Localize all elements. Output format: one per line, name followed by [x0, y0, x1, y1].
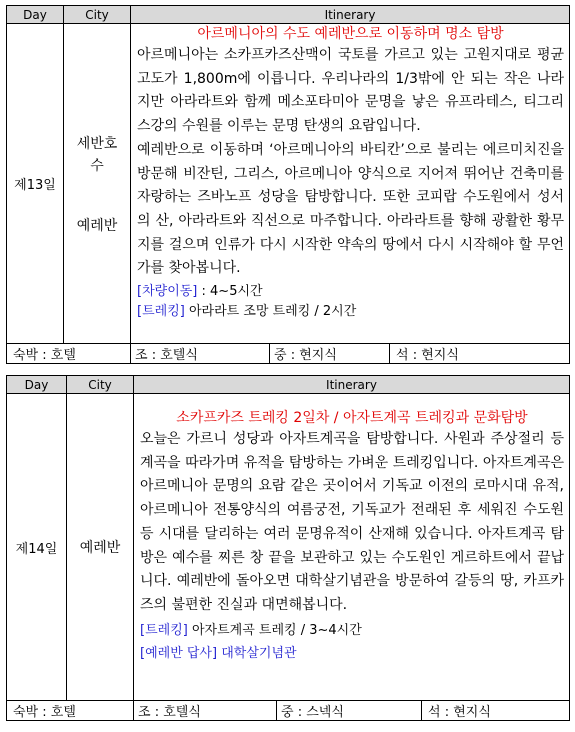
trekking-text: 아라라트 조망 트레킹 / 2시간	[184, 304, 357, 320]
header-city: City	[64, 6, 131, 24]
meal-row	[7, 344, 570, 364]
dinner-cell: 석 : 현지식	[422, 701, 570, 721]
breakfast-cell: 조 : 호텔식	[134, 701, 277, 721]
city-top: 세반호 수	[76, 135, 118, 174]
itinerary-cell	[134, 394, 570, 701]
trekking-tag: [트레킹]	[137, 304, 185, 320]
lunch-cell: 중 : 스넥식	[277, 701, 422, 721]
visit-text: 대학살기념관	[217, 645, 297, 661]
header-city: City	[67, 376, 134, 394]
header-itinerary: Itinerary	[131, 6, 570, 24]
visit-tag: [예레반 답사]	[140, 645, 218, 661]
transport-note	[137, 282, 564, 302]
itinerary-paragraph: 예레반으로 이동하며 ‘아르메니아의 바티칸’으로 불리는 에르미치진을 방문해 비잔틴, 그리스, 아르메니아 양식으로 지어져 뛰어난 건축미를 자랑하는 즈바노프 성당을 탐방합니다. 또한 코피랍 수도원에서 성서의 산, 아라라트와 직선으로 마주합니다. 아라라트를 향해 광활한 황무지를 걸으며 인류가 다시 시작한 약속의 땅에서 다시 시작해야 할 무언가를 찾아봅니다.	[137, 141, 565, 277]
stay-cell: 숙박 : 호텔	[7, 344, 131, 364]
header-itinerary: Itinerary	[134, 376, 570, 394]
trekking-tag: [트레킹]	[140, 622, 188, 638]
table-row	[7, 24, 570, 344]
stay-cell: 숙박 : 호텔	[7, 701, 134, 721]
itinerary-table-day14	[6, 375, 570, 721]
lunch-cell: 중 : 현지식	[270, 344, 390, 364]
header-day: Day	[7, 376, 67, 394]
city-cell: 예레반	[67, 394, 134, 701]
table-header-row	[7, 6, 570, 24]
itinerary-table-day13	[6, 5, 570, 364]
visit-note	[140, 642, 564, 665]
itinerary-title: 소카프카즈 트레킹 2일차 / 아자트계곡 트레킹과 문화탐방	[176, 410, 528, 426]
table-header-row	[7, 376, 570, 394]
transport-tag: [차량이동]	[137, 284, 198, 300]
trekking-text: 아자트계곡 트레킹 / 3~4시간	[187, 622, 362, 638]
header-day: Day	[7, 6, 64, 24]
itinerary-cell	[131, 24, 570, 344]
day-cell: 제14일	[7, 394, 67, 701]
meal-row	[7, 701, 570, 721]
itinerary-title: 아르메니아의 수도 예레반으로 이동하며 명소 탐방	[197, 26, 504, 42]
table-row	[7, 394, 570, 701]
itinerary-paragraph: 오늘은 가르니 성당과 아자트계곡을 탐방합니다. 사원과 주상절리 등 계곡을 따라가며 유적을 탐방하는 가벼운 트레킹입니다. 아자트계곡은 아르메니아 문명의 요람 같은 곳이어서 기독교 이전의 로마시대 유적, 아르메니아 전통양식의 여름궁전, 기독교가 전래된 후 세워진 수도원 등 시대를 달리하는 여러 문명유적이 산재해 있습니다. 아자트계곡 탐방은 예수를 찌른 창 끝을 보관하고 있는 수도원인 게르하트에서 끝납니다. 예레반에 돌아오면 대학살기념관을 방문하여 갈등의 땅, 카프카즈의 불편한 진실과 대면해봅니다.	[140, 431, 564, 613]
day-cell: 제13일	[7, 24, 64, 344]
dinner-cell: 석 : 현지식	[390, 344, 570, 364]
itinerary-paragraph: 아르메니아는 소카프카즈산맥이 국토를 가르고 있는 고원지대로 평균고도가 1,800m에 이릅니다. 우리나라의 1/3밖에 안 되는 작은 나라지만 아라라트와 함께 메소포타미아 문명을 낳은 유프라테스, 티그리스강의 수원를 이루는 문명 탄생의 요람입니다.	[137, 47, 565, 135]
trekking-note	[137, 302, 564, 322]
transport-text: : 4~5시간	[197, 284, 263, 300]
city-bottom: 예레반	[76, 217, 118, 234]
city-cell	[64, 24, 131, 344]
breakfast-cell: 조 : 호텔식	[131, 344, 270, 364]
trekking-note	[140, 619, 564, 642]
